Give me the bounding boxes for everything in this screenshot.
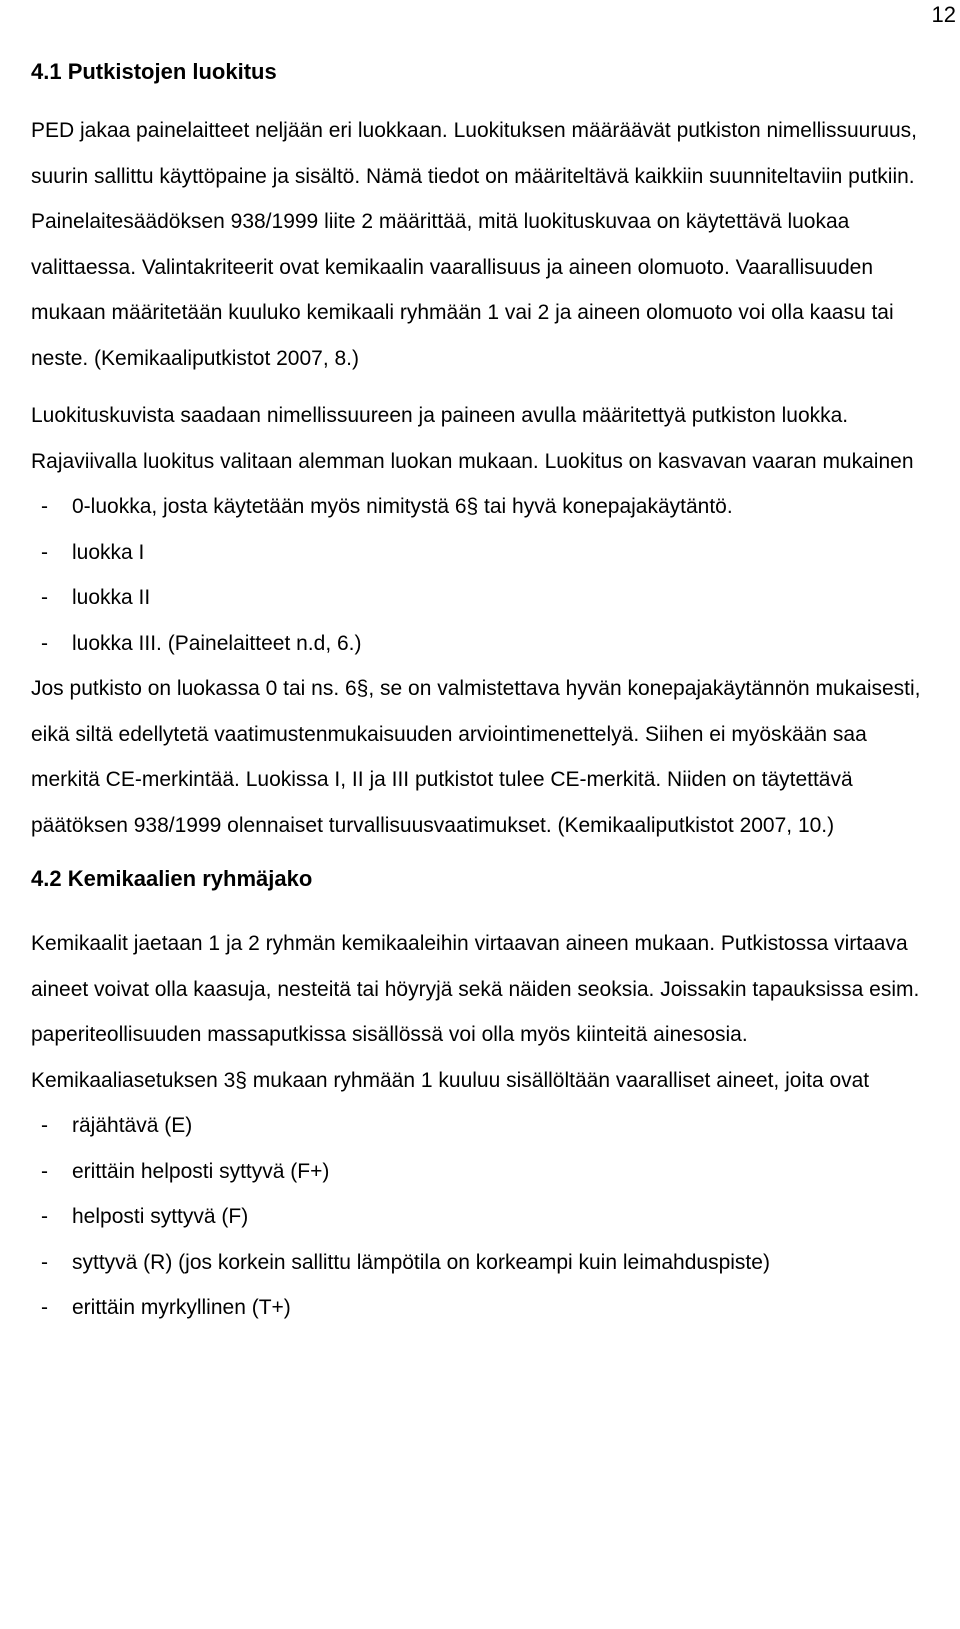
dash-marker: - xyxy=(41,1159,48,1183)
list-item xyxy=(31,1149,931,1195)
list-item-text: luokka I xyxy=(72,540,145,564)
paragraph-chemical-groups: Kemikaalit jaetaan 1 ja 2 ryhmän kemikaaleihin virtaavan aineen mukaan. Putkistossa virtaava aineet voivat olla kaasuja, nesteitä tai höyryjä sekä näiden seoksia. Joissakin tapauksissa esim. paperiteollisuuden massaputkissa sisällössä voi olla myös kiinteitä ainesosia. Kemikaaliasetuksen 3§ mukaan ryhmään 1 kuuluu sisällöltään vaaralliset aineet, joita ovat xyxy=(31,932,920,1092)
list-item-text: luokka III. (Painelaitteet n.d, 6.) xyxy=(72,631,362,655)
list-item-text: syttyvä (R) (jos korkein sallittu lämpötila on korkeampi kuin leimahduspiste) xyxy=(72,1250,770,1274)
dash-marker: - xyxy=(41,1250,48,1274)
list-item xyxy=(31,1285,931,1331)
dash-marker: - xyxy=(41,1114,48,1137)
list-item xyxy=(31,575,931,621)
list-item xyxy=(31,1194,931,1240)
list-item xyxy=(31,530,931,576)
paragraph-class-zero: Jos putkisto on luokassa 0 tai ns. 6§, se on valmistettava hyvän konepajakäytännön mukaisesti, eikä siltä edellytetä vaatimustenmukaisuuden arviointimenettelyä. Siihen ei myöskään saa merkitä CE-merkintää. Luokissa I, II ja III putkistot tulee CE-merkitä. Niiden on täytettävä päätöksen 938/1999 olennaiset turvallisuusvaatimukset. (Kemikaaliputkistot 2007, 10.) xyxy=(31,677,921,837)
list-item-text: 0-luokka, josta käytetään myös nimitystä 6§ tai hyvä konepajakäytäntö. xyxy=(72,495,733,518)
dash-marker: - xyxy=(41,631,48,655)
list-item-text: erittäin helposti syttyvä (F+) xyxy=(72,1159,330,1183)
section-heading-4-1: 4.1 Putkistojen luokitus xyxy=(31,59,277,84)
paragraph-ped-classes: PED jakaa painelaitteet neljään eri luokkaan. Luokituksen määräävät putkiston nimellissuuruus, suurin sallittu käyttöpaine ja sisältö. Nämä tiedot on määriteltävä kaikkiin suunniteltaviin putkiin. Painelaitesäädöksen 938/1999 liite 2 määrittää, mitä luokituskuvaa on käytettävä luokaa valittaessa. Valintakriteerit ovat kemikaalin vaarallisuus ja aineen olomuoto. Vaarallisuuden mukaan määritetään kuuluko kemikaali ryhmään 1 vai 2 ja aineen olomuoto voi olla kaasu tai neste. (Kemikaaliputkistot 2007, 8.) xyxy=(31,119,918,370)
dash-marker: - xyxy=(41,495,48,518)
list-item xyxy=(31,1240,931,1286)
list-item-text: erittäin myrkyllinen (T+) xyxy=(72,1296,291,1319)
list-item-text: räjähtävä (E) xyxy=(72,1114,193,1137)
dash-marker: - xyxy=(41,540,48,564)
hazard-list xyxy=(31,1103,931,1331)
page-number: 12 xyxy=(931,2,956,27)
list-item-text: helposti syttyvä (F) xyxy=(72,1205,249,1228)
paragraph-classification-diagrams: Luokituskuvista saadaan nimellissuureen ja paineen avulla määritettyä putkiston luokka. Rajaviivalla luokitus valitaan alemman luokan mukaan. Luokitus on kasvavan vaaran mukainen xyxy=(31,404,914,473)
dash-marker: - xyxy=(41,1296,48,1319)
list-item xyxy=(31,484,931,530)
list-item xyxy=(31,621,931,667)
class-list xyxy=(31,484,931,666)
list-item xyxy=(31,1103,931,1149)
document-body xyxy=(31,58,931,1331)
dash-marker: - xyxy=(41,586,48,609)
dash-marker: - xyxy=(41,1205,48,1228)
section-heading-4-2: 4.2 Kemikaalien ryhmäjako xyxy=(31,866,313,891)
list-item-text: luokka II xyxy=(72,586,151,609)
